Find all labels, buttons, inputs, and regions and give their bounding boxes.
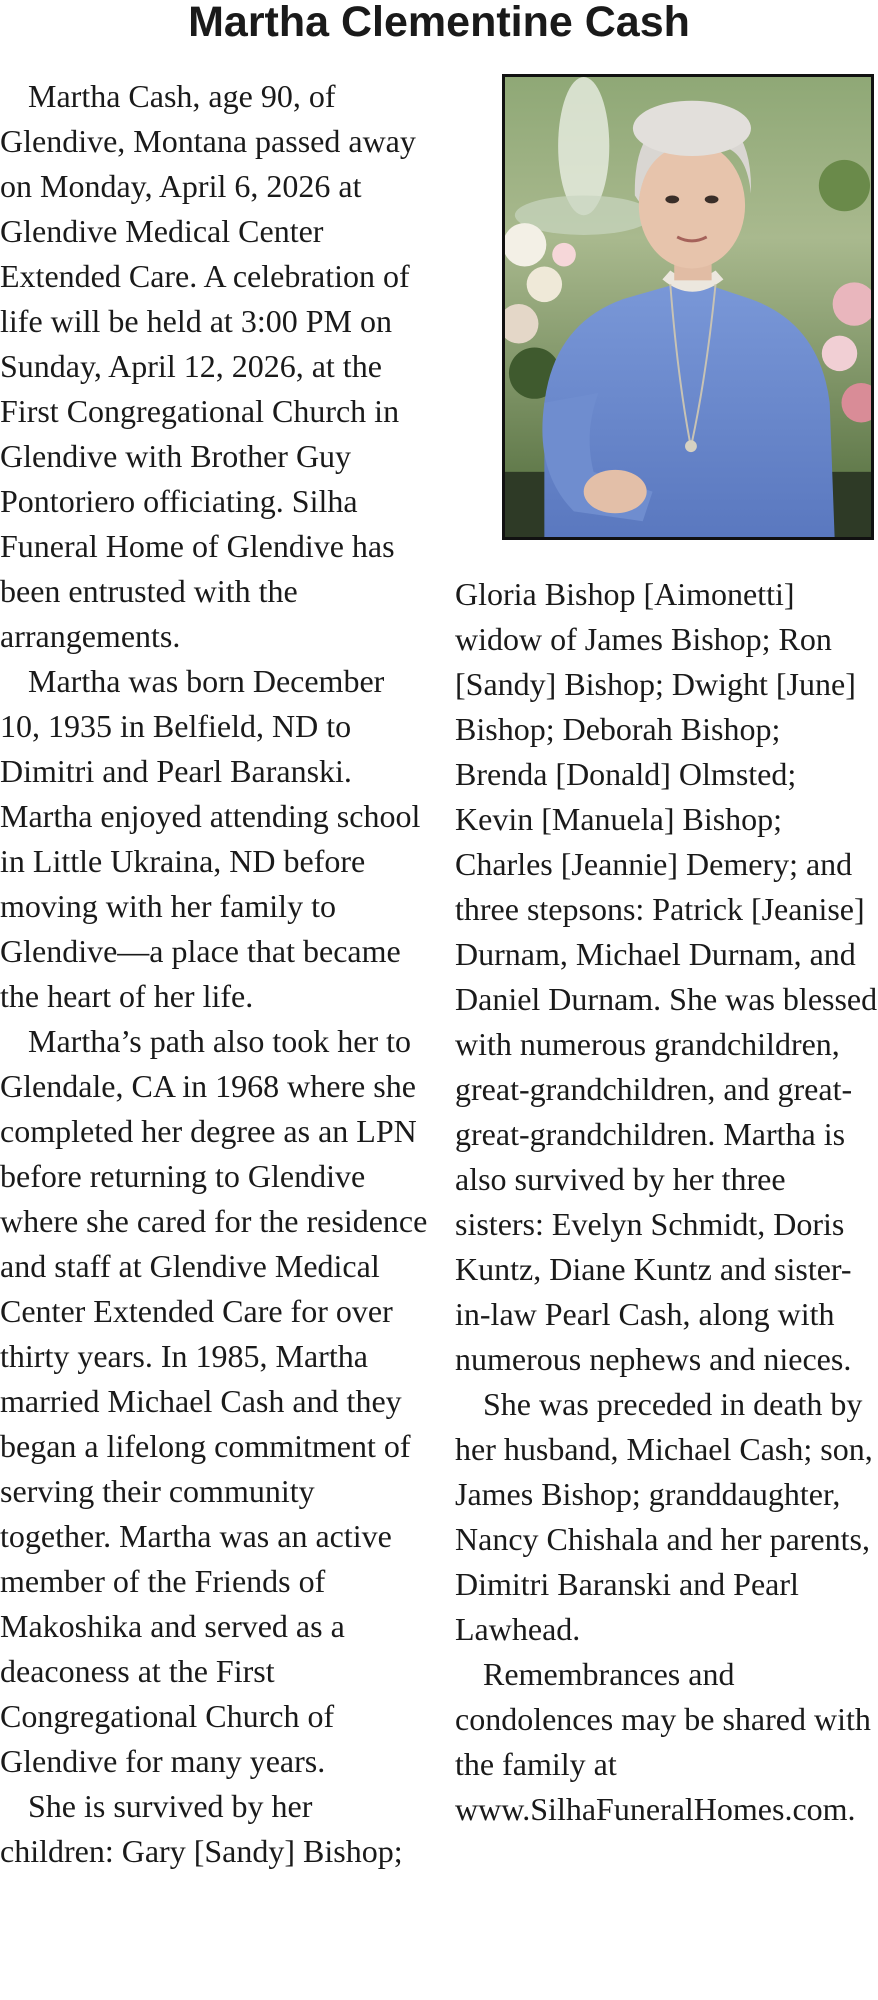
obituary-paragraph-survivors-start: She is survived by her children: Gary [Sandy] Bishop; (0, 1788, 403, 1869)
obituary-title: Martha Clementine Cash (188, 0, 690, 46)
portrait-image (505, 77, 871, 537)
obituary-paragraph-birth: Martha was born December 10, 1935 in Belfield, ND to Dimitri and Pearl Baranski. Martha enjoyed attending school in Little Ukraina, ND before moving with her family to Glendive—a place that became the heart of her life. (0, 663, 421, 1014)
left-column (0, 74, 430, 1874)
obituary-paragraph-remembrances: Remembrances and condolences may be shared with the family at www.SilhaFuneralHomes.com. (455, 1656, 871, 1827)
portrait-photo (502, 74, 874, 540)
obituary-paragraph-survivors: Gloria Bishop [Aimonetti] widow of James Bishop; Ron [Sandy] Bishop; Dwight [June] Bishop; Deborah Bishop; Brenda [Donald] Olmsted; Kevin [Manuela] Bishop; Charles [Jeannie] Demery; and three stepsons: Patrick [Jeanise] Durnam, Michael Durnam, and Daniel Durnam. She was blessed with numerous grandchildren, great-grandchildren, and great-great-grandchildren. Martha is also survived by her three sisters: Evelyn Schmidt, Doris Kuntz, Diane Kuntz and sister-in-law Pearl Cash, along with numerous nephews and nieces. (455, 576, 878, 1377)
obituary-paragraph-career: Martha’s path also took her to Glendale, CA in 1968 where she completed her degree as an LPN before returning to Glendive where she cared for the residence and staff at Glendive Medical Center Extended Care for over thirty years. In 1985, Martha married Michael Cash and they began a lifelong commitment of serving their community together. Martha was an active member of the Friends of Makoshika and served as a deaconess at the First Congregational Church of Glendive for many years. (0, 1023, 428, 1779)
right-column (455, 572, 878, 1832)
obituary-paragraph-preceded: She was preceded in death by her husband, Michael Cash; son, James Bishop; granddaughter, Nancy Chishala and her parents, Dimitri Baranski and Pearl Lawhead. (455, 1386, 873, 1647)
obituary-paragraph-announcement: Martha Cash, age 90, of Glendive, Montana passed away on Monday, April 6, 2026 at Glendive Medical Center Extended Care. A celebration of life will be held at 3:00 PM on Sunday, April 12, 2026, at the First Congregational Church in Glendive with Brother Guy Pontoriero officiating. Silha Funeral Home of Glendive has been entrusted with the arrangements. (0, 78, 416, 654)
